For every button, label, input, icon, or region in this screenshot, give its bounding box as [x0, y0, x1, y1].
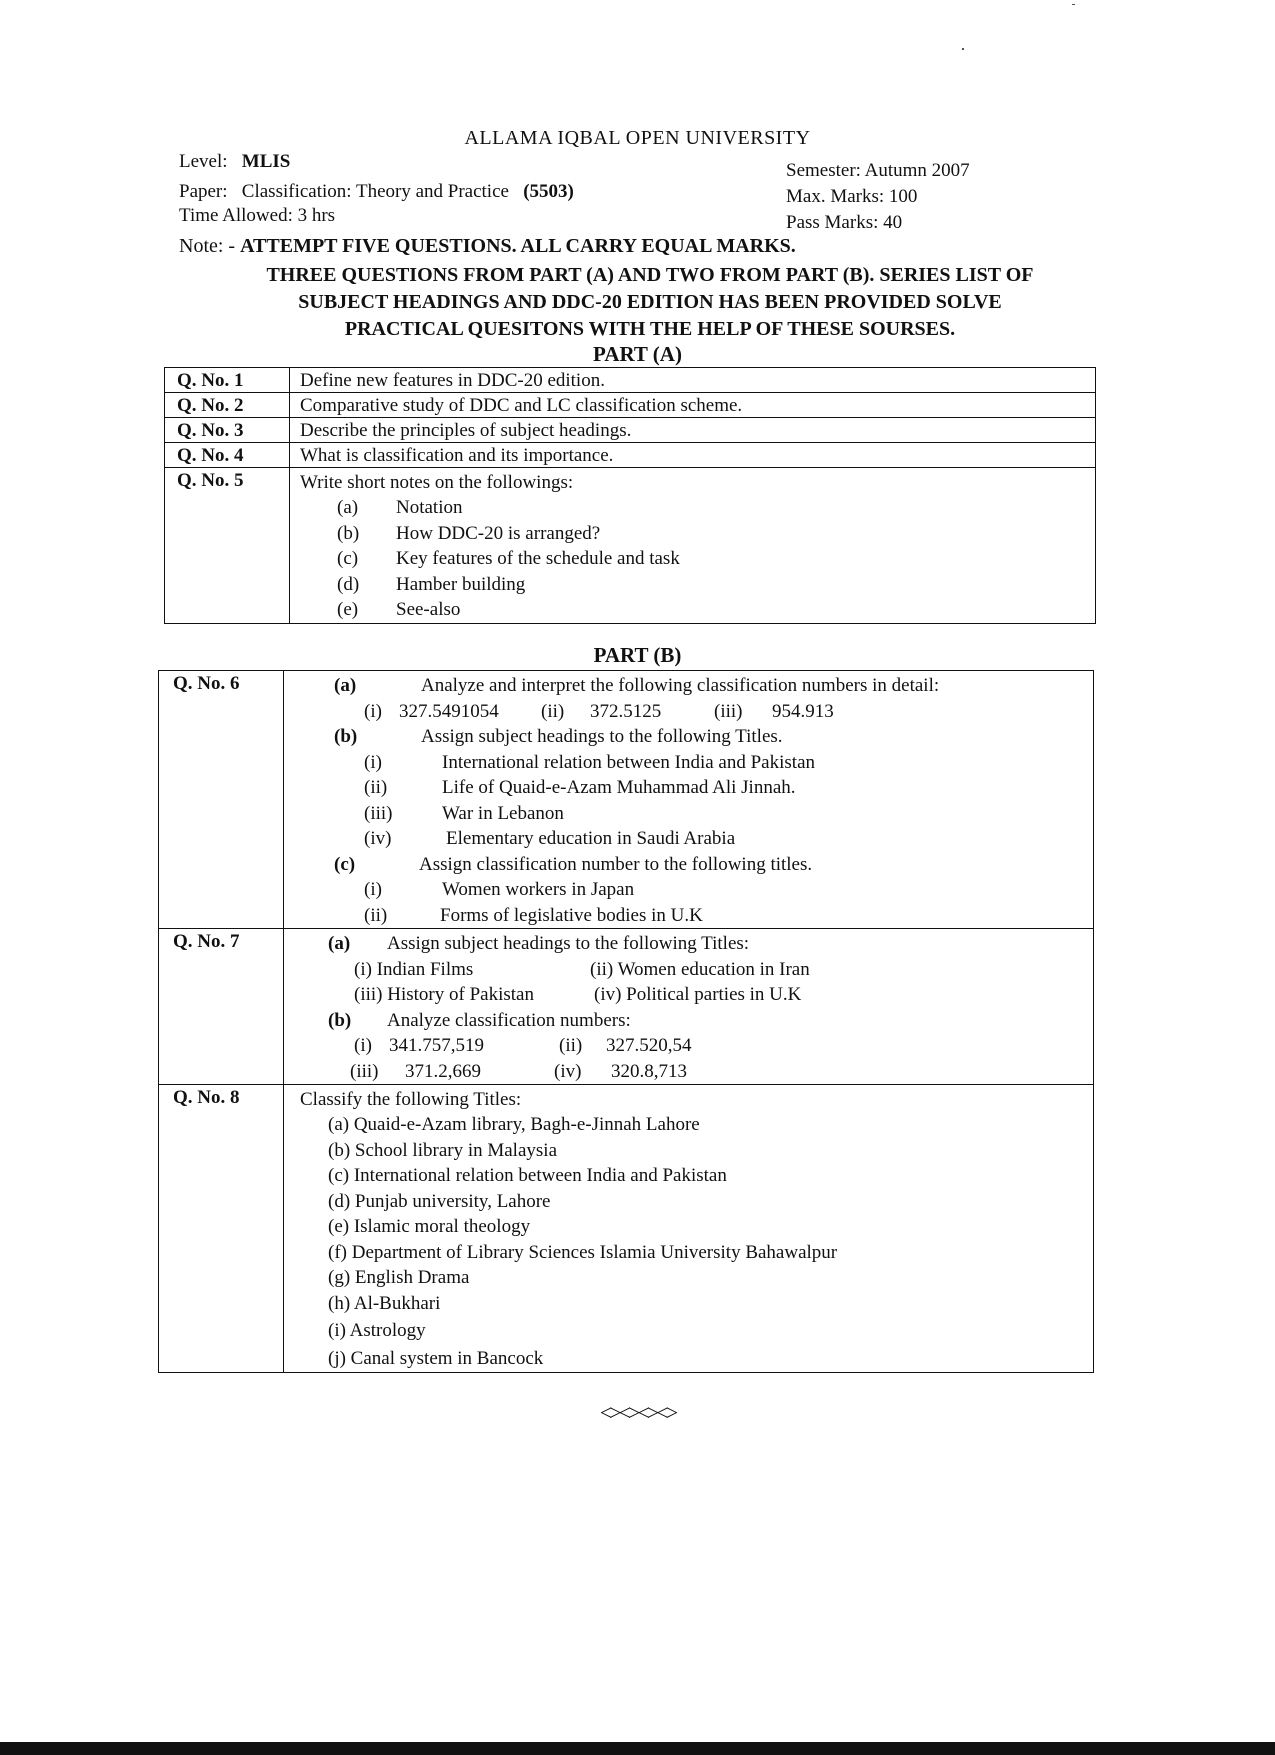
list-item — [300, 572, 1095, 598]
list-row — [294, 982, 1093, 1008]
item-text: See-also — [396, 599, 461, 620]
list-item — [294, 775, 1093, 801]
item-text: (e) Islamic moral theology — [328, 1216, 531, 1237]
class-number: 954.913 — [772, 700, 834, 722]
item-label: (a) — [328, 933, 351, 954]
sub-question — [294, 673, 1093, 699]
number-list — [294, 1033, 1093, 1059]
question-cell — [290, 468, 1096, 624]
question-text: Define new features in DDC-20 edition. — [290, 368, 1096, 393]
item-label: (ii) — [541, 700, 565, 722]
item-text: (c) International relation between India and Pakistan — [328, 1165, 727, 1186]
class-number: 320.8,713 — [611, 1060, 687, 1082]
number-list — [294, 699, 1093, 725]
question-cell — [284, 1085, 1094, 1373]
question-number: Q. No. 5 — [165, 468, 290, 624]
title-item: (iv) Political parties in U.K — [594, 984, 802, 1005]
sub-question — [294, 724, 1093, 750]
end-mark: <><><><> — [599, 1400, 676, 1425]
item-label: (i) — [354, 1035, 372, 1056]
item-label: (ii) — [559, 1035, 583, 1056]
table-row — [165, 393, 1096, 418]
title-item: (ii) Women education in Iran — [590, 958, 810, 980]
list-item — [300, 1214, 1093, 1240]
time-allowed: Time Allowed: 3 hrs — [179, 205, 336, 226]
list-item — [300, 1240, 1093, 1266]
item-text: Hamber building — [396, 573, 526, 595]
list-item — [300, 521, 1095, 547]
instructions-line: THREE QUESTIONS FROM PART (A) AND TWO FROM PART (B). SERIES LIST OF — [266, 264, 1034, 286]
item-text: International relation between India and Pakistan — [442, 751, 816, 773]
item-text: Analyze and interpret the following classification numbers in detail: — [421, 675, 940, 696]
list-item — [294, 750, 1093, 776]
item-label: (d) — [337, 573, 360, 595]
item-text: (j) Canal system in Bancock — [328, 1348, 544, 1369]
item-label: (iii) — [350, 1060, 379, 1082]
table-row — [159, 1085, 1094, 1373]
question-number: Q. No. 8 — [159, 1085, 284, 1373]
item-label: (ii) — [364, 777, 388, 798]
class-number: 341.757,519 — [389, 1035, 484, 1056]
item-label: (i) — [364, 751, 382, 773]
item-label: (c) — [337, 548, 359, 569]
list-item — [294, 801, 1093, 827]
table-row — [165, 468, 1096, 624]
item-label: (iv) — [364, 828, 392, 849]
item-text: Women workers in Japan — [442, 879, 635, 900]
class-number: 372.5125 — [590, 700, 662, 722]
item-label: (i) — [364, 879, 382, 900]
semester: Semester: Autumn 2007 — [786, 160, 970, 181]
sub-question — [294, 852, 1093, 878]
item-label: (c) — [334, 853, 356, 875]
instructions — [150, 262, 1150, 343]
class-number: 327.520,54 — [606, 1035, 692, 1056]
scan-speck — [1072, 4, 1075, 5]
item-text: Assign subject headings to the following Titles. — [421, 726, 783, 747]
scan-speck — [962, 48, 964, 50]
question-text: Classify the following Titles: — [300, 1089, 522, 1110]
question-number: Q. No. 1 — [165, 368, 290, 393]
question-number: Q. No. 7 — [159, 929, 284, 1085]
note-text: ATTEMPT FIVE QUESTIONS. ALL CARRY EQUAL MARKS. — [240, 235, 796, 257]
table-row — [165, 418, 1096, 443]
class-number: 327.5491054 — [399, 700, 499, 722]
item-label: (a) — [334, 675, 357, 696]
item-text: Elementary education in Saudi Arabia — [446, 828, 736, 849]
part-b-heading: PART (B) — [593, 643, 682, 667]
item-text: (f) Department of Library Sciences Islamia University Bahawalpur — [328, 1241, 838, 1263]
item-text: Forms of legislative bodies in U.K — [440, 904, 703, 926]
question-text: Comparative study of DDC and LC classification scheme. — [290, 393, 1096, 418]
item-label: (ii) — [364, 904, 388, 926]
list-row — [294, 957, 1093, 983]
list-item — [300, 597, 1095, 623]
part-a-heading: PART (A) — [593, 342, 682, 366]
item-text: Notation — [396, 497, 463, 518]
list-item — [294, 877, 1093, 903]
list-item — [300, 1291, 1093, 1317]
paper-line — [179, 181, 574, 203]
part-b-table — [158, 670, 1094, 1373]
item-text: (d) Punjab university, Lahore — [328, 1190, 551, 1212]
instructions-line: SUBJECT HEADINGS AND DDC-20 EDITION HAS BEEN PROVIDED SOLVE — [298, 291, 1002, 313]
item-label: (iii) — [714, 700, 743, 722]
item-text: War in Lebanon — [442, 802, 564, 824]
item-label: (i) — [364, 700, 382, 722]
question-text: Write short notes on the followings: — [300, 472, 574, 493]
table-row — [159, 929, 1094, 1085]
sub-question — [294, 931, 1093, 957]
item-text: (h) Al-Bukhari — [328, 1292, 441, 1314]
note-label: Note: - — [179, 235, 236, 257]
level-line — [179, 151, 290, 173]
item-text: How DDC-20 is arranged? — [396, 522, 601, 544]
question-cell — [284, 929, 1094, 1085]
question-text: Describe the principles of subject headings. — [290, 418, 1096, 443]
item-label: (b) — [334, 726, 358, 747]
list-item — [300, 1163, 1093, 1189]
item-label: (b) — [328, 1009, 352, 1031]
table-row — [159, 671, 1094, 929]
item-text: Assign subject headings to the following Titles: — [387, 933, 750, 954]
item-text: (g) English Drama — [328, 1267, 470, 1288]
item-label: (e) — [337, 599, 359, 620]
list-item — [294, 903, 1093, 929]
paper-label: Paper: — [179, 181, 228, 202]
list-item — [300, 495, 1095, 521]
question-number: Q. No. 4 — [165, 443, 290, 468]
max-marks: Max. Marks: 100 — [786, 186, 918, 207]
question-cell — [284, 671, 1094, 929]
part-a-table — [164, 367, 1096, 624]
level-label: Level: — [179, 151, 228, 172]
title-item: (iii) History of Pakistan — [354, 984, 534, 1005]
item-label: (iii) — [364, 802, 393, 824]
item-label: (a) — [337, 497, 359, 518]
list-item — [300, 1138, 1093, 1164]
university-name: ALLAMA IQBAL OPEN UNIVERSITY — [464, 127, 811, 149]
paper-code: (5503) — [523, 181, 574, 202]
title-item: (i) Indian Films — [354, 958, 474, 980]
sub-question — [294, 1008, 1093, 1034]
list-item — [300, 1346, 1093, 1372]
scan-border — [0, 1742, 1275, 1755]
pass-marks: Pass Marks: 40 — [786, 212, 903, 233]
list-item — [300, 1189, 1093, 1215]
item-text: (a) Quaid-e-Azam library, Bagh-e-Jinnah Lahore — [328, 1114, 700, 1135]
note-line — [179, 235, 796, 258]
paper-title: Classification: Theory and Practice — [241, 181, 509, 202]
list-item — [300, 1112, 1093, 1138]
instructions-line: PRACTICAL QUESITONS WITH THE HELP OF THESE SOURSES. — [344, 318, 956, 340]
table-row — [165, 368, 1096, 393]
question-number: Q. No. 2 — [165, 393, 290, 418]
item-text: (i) Astrology — [328, 1320, 426, 1341]
question-number: Q. No. 6 — [159, 671, 284, 929]
question-text: What is classification and its importance. — [290, 443, 1096, 468]
question-number: Q. No. 3 — [165, 418, 290, 443]
list-item — [300, 1265, 1093, 1291]
list-item — [300, 1316, 1093, 1346]
list-item — [300, 546, 1095, 572]
item-text: (b) School library in Malaysia — [328, 1139, 558, 1161]
item-text: Analyze classification numbers: — [387, 1009, 631, 1031]
table-row — [165, 443, 1096, 468]
item-label: (b) — [337, 522, 360, 544]
level-value: MLIS — [241, 151, 291, 172]
item-text: Life of Quaid-e-Azam Muhammad Ali Jinnah. — [442, 777, 796, 798]
number-list — [294, 1059, 1093, 1085]
class-number: 371.2,669 — [405, 1060, 481, 1082]
list-item — [294, 826, 1093, 852]
item-text: Key features of the schedule and task — [396, 548, 680, 569]
item-text: Assign classification number to the following titles. — [419, 853, 813, 875]
item-label: (iv) — [554, 1060, 582, 1082]
